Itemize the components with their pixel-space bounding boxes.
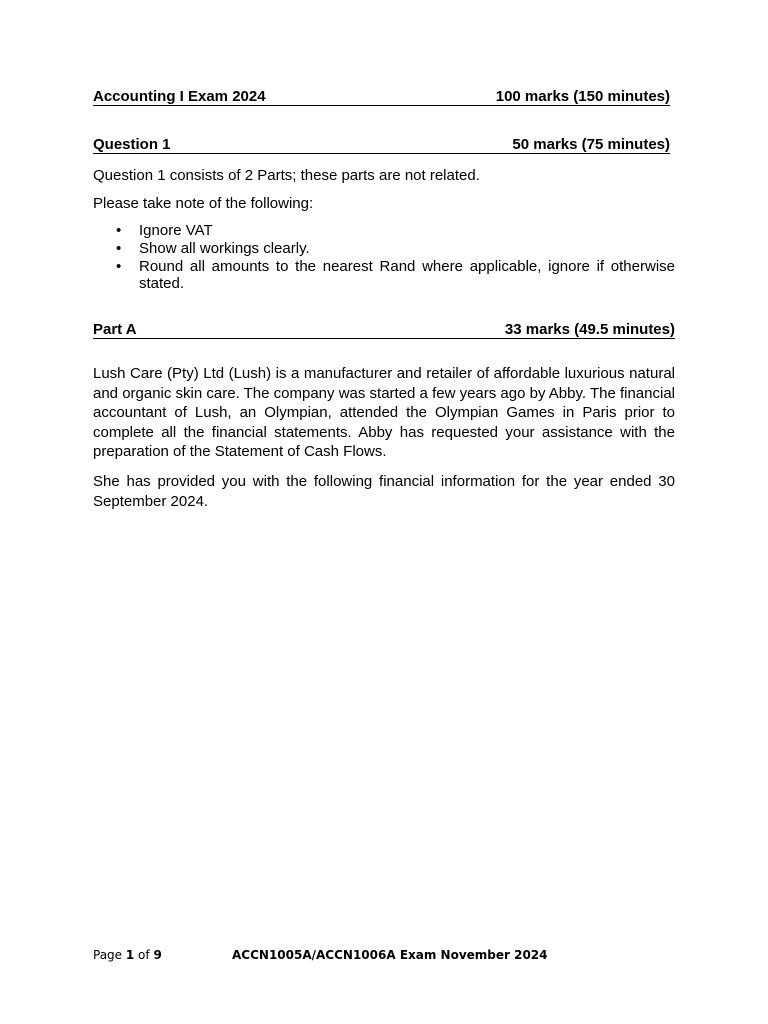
instruction-text: Show all workings clearly. (139, 240, 310, 257)
page-total: 9 (153, 948, 162, 962)
part-marks: 33 marks (49.5 minutes) (504, 321, 675, 338)
bullet-icon: • (116, 222, 122, 239)
scenario-paragraph: Lush Care (Pty) Ltd (Lush) is a manufacturer and retailer of affordable luxurious natural and organic skin care. The company was started a few years ago by Abby. The financial accountant of Lush, an Olympian, attended the Olympian Games in Paris prior to complete all the financial statements. Abby has requested your assistance with the preparation of the Statement of Cash Flows. (93, 365, 675, 460)
exam-header (93, 88, 670, 106)
question-header (93, 136, 670, 154)
page-label: Page (93, 948, 126, 962)
exam-total-marks: 100 marks (150 minutes) (495, 88, 670, 105)
page-of-label: of (134, 948, 154, 962)
exam-title: Accounting I Exam 2024 (93, 88, 266, 105)
instruction-text: Round all amounts to the nearest Rand where applicable, ignore if otherwise stated. (139, 258, 675, 292)
note-lead: Please take note of the following: (93, 195, 314, 212)
question-title: Question 1 (93, 136, 171, 153)
part-title: Part A (93, 321, 137, 338)
list-item (93, 222, 675, 239)
exam-page (93, 0, 675, 1024)
instructions-list (93, 222, 675, 293)
page-number: 1 (125, 948, 135, 962)
page-footer (93, 947, 548, 963)
instruction-paragraph: She has provided you with the following financial information for the year ended 30 September 2024. (93, 473, 675, 510)
question-marks: 50 marks (75 minutes) (512, 136, 670, 153)
part-header (93, 321, 675, 339)
bullet-icon: • (116, 258, 122, 275)
bullet-icon: • (116, 240, 122, 257)
list-item (93, 240, 675, 257)
instruction-text: Ignore VAT (139, 222, 213, 239)
list-item (93, 258, 675, 292)
exam-code: ACCN1005A/ACCN1006A Exam November 2024 (232, 948, 548, 962)
question-intro: Question 1 consists of 2 Parts; these parts are not related. (93, 167, 480, 184)
